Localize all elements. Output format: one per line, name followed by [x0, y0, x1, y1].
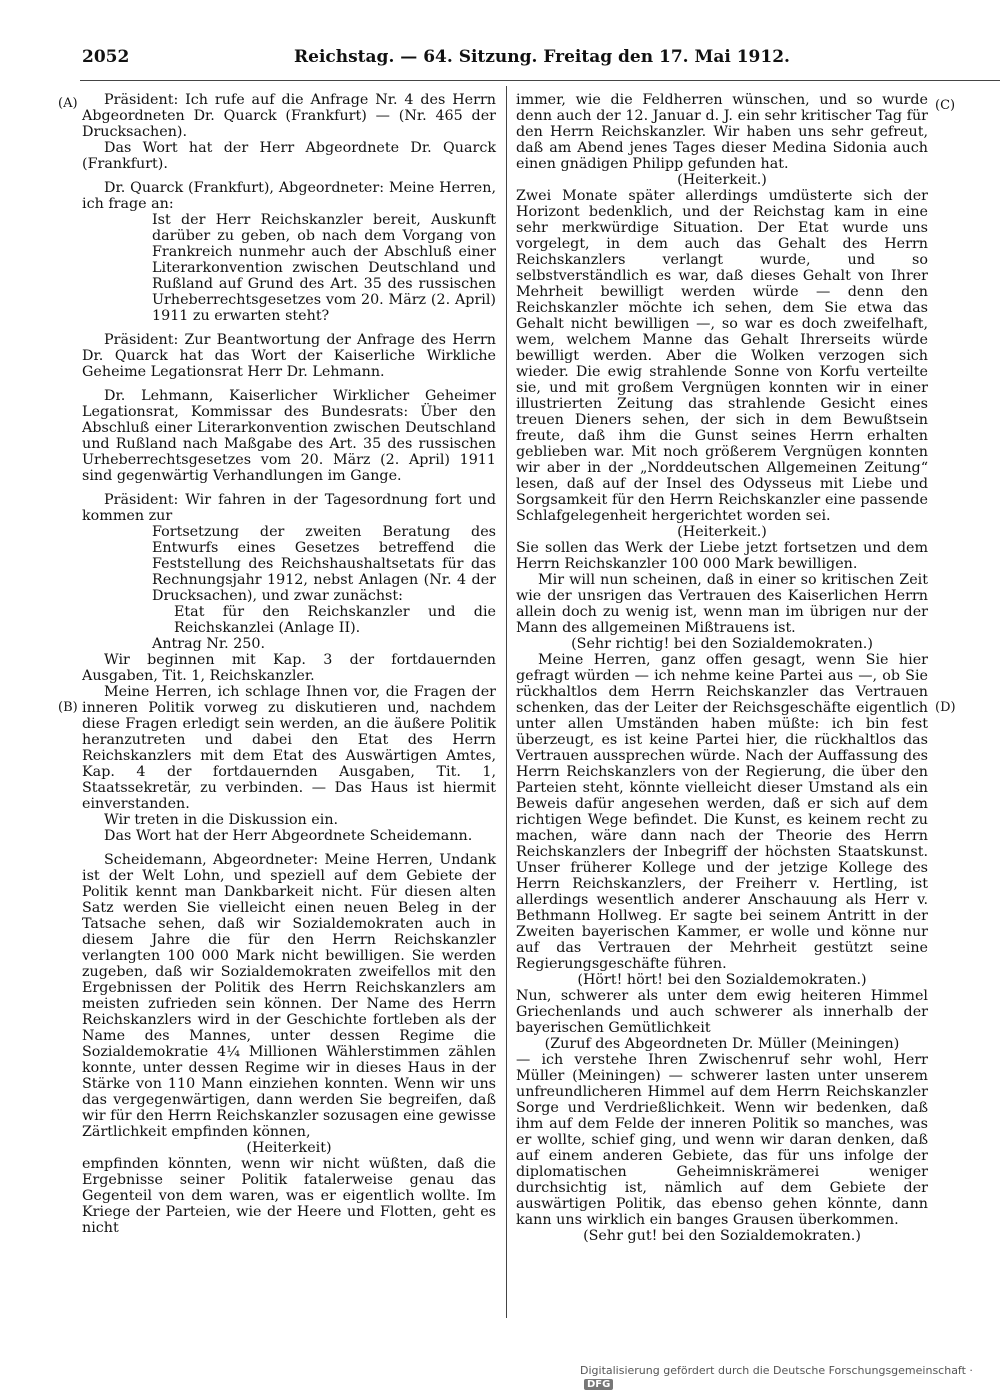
paragraph: Präsident: Ich rufe auf die Anfrage Nr. 4 des Herrn Abgeordneten Dr. Quarck (Frankfurt) — (Nr. 465 der Drucksachen).: [82, 92, 496, 140]
margin-marker-b: (B): [58, 700, 78, 715]
paragraph: Scheidemann, Abgeordneter: Meine Herren, Undank ist der Welt Lohn, und speziell auf dem Gebiete der Politik kennt man Dankbarkeit nicht. Für diesen alten Satz werden Sie vielleicht einen neuen Beleg in der Tatsache sehen, daß wir Sozialdemokraten auch in diesem Jahre die für den Herrn Reichskanzler verlangten 100 000 Mark nicht bewilligen. Sie werden zugeben, daß wir Sozialdemokraten zweifellos mit den Ergebnissen der Politik des Herrn Reichskanzlers am meisten zufrieden sein können. Der Name des Herrn Reichskanzlers wird in der Geschichte fortleben als der Name des Mannes, unter dessen Regime die Sozialdemokratie 4¼ Millionen Wählerstimmen zählen konnte, unter dessen Regime wir in dieses Haus in der Stärke von 110 Mann einziehen konnten. Wenn wir uns das vergegenwärtigen, dann werden Sie begreifen, daß wir für den Herrn Reichskanzler sozusagen eine gewisse Zärtlichkeit empfinden können,: [82, 852, 496, 1140]
interjection: (Hört! hört! bei den Sozialdemokraten.): [577, 972, 867, 988]
paragraph: Das Wort hat der Herr Abgeordnete Scheidemann.: [104, 828, 473, 844]
paragraph-gap: [82, 324, 496, 332]
margin-marker-c: (C): [935, 98, 956, 113]
paragraph: Sie sollen das Werk der Liebe jetzt fortsetzen und dem Herrn Reichskanzler 100 000 Mark bewilligen.: [516, 540, 928, 572]
margin-marker-d: (D): [935, 700, 956, 715]
paragraph: Fortsetzung der zweiten Beratung des Entwurfs eines Gesetzes betreffend die Feststellung des Reichshaushaltsetats für das Rechnungsjahr 1912, nebst Anlagen (Nr. 4 der Drucksachen), und zwar zunächst:: [152, 524, 496, 604]
page-number: 2052: [82, 47, 130, 67]
paragraph: Mir will nun scheinen, daß in einer so kritischen Zeit wie der unsrigen das Vertrauen des Kaiserlichen Herrn allein doch zu wenig ist, wenn man im übrigen nur der Mann des allgemeinen Mißtrauens ist.: [516, 572, 928, 636]
interjection: (Heiterkeit): [246, 1140, 332, 1156]
page-header: [82, 47, 1000, 69]
right-column: [516, 92, 928, 1244]
paragraph: Nun, schwerer als unter dem ewig heiteren Himmel Griechenlands und auch schwerer als innerhalb der bayerischen Gemütlichkeit: [516, 988, 928, 1036]
interjection: (Zuruf des Abgeordneten Dr. Müller (Meiningen): [544, 1036, 900, 1052]
paragraph: Dr. Quarck (Frankfurt), Abgeordneter: Meine Herren, ich frage an:: [82, 180, 496, 212]
footer: [580, 1364, 1000, 1390]
interjection: (Sehr gut! bei den Sozialdemokraten.): [583, 1228, 861, 1244]
left-column: [82, 92, 496, 1236]
header-rule: [80, 80, 1000, 81]
dfg-logo: DFG: [584, 1379, 613, 1390]
paragraph: Dr. Lehmann, Kaiserlicher Wirklicher Geheimer Legationsrat, Kommissar des Bundesrats: Über den Abschluß einer Literarkonvention zwischen Deutschland und Rußland nach Maßgabe des Art. 35 des russischen Urheberrechtsgesetzes vom 20. März (2. April) 1911 sind gegenwärtig Verhandlungen im Gange.: [82, 388, 496, 484]
paragraph: Wir beginnen mit Kap. 3 der fortdauernden Ausgaben, Tit. 1, Reichskanzler.: [82, 652, 496, 684]
interjection: (Sehr richtig! bei den Sozialdemokraten.): [571, 636, 873, 652]
margin-marker-a: (A): [58, 96, 78, 111]
paragraph: immer, wie die Feldherren wünschen, und so wurde denn auch der 12. Januar d. J. ein sehr kritischer Tag für den Herrn Reichskanzler. Wir haben uns sehr gefreut, daß am Abend jenes Tages dieser Medina Sidonia auch einen gnädigen Philipp gefunden hat.: [516, 92, 928, 172]
running-title: Reichstag. — 64. Sitzung. Freitag den 17. Mai 1912.: [294, 47, 790, 67]
paragraph-gap: [82, 380, 496, 388]
interjection: (Heiterkeit.): [677, 524, 767, 540]
paragraph: Ist der Herr Reichskanzler bereit, Auskunft darüber zu geben, ob nach dem Vorgang von Frankreich nunmehr auch der Abschluß einer Literarkonvention zwischen Deutschland und Rußland auf Grund des Art. 35 des russischen Urheberrechtsgesetzes vom 20. März (2. April) 1911 zu erwarten steht?: [152, 212, 496, 324]
column-divider: [506, 86, 507, 1318]
paragraph-gap: [82, 172, 496, 180]
paragraph: — ich verstehe Ihren Zwischenruf sehr wohl, Herr Müller (Meiningen) — schwerer lasten unter unserem unfreundlicheren Himmel auf dem Herrn Reichskanzler Sorge und Verdrießlichkeit. Wenn wir bedenken, daß ihm auf dem Felde der inneren Politik so manches, was er wollte, schief ging, und wenn wir daran denken, daß auf einem anderen Gebiete, das für uns infolge der diplomatischen Geheimniskrämerei weniger durchsichtig ist, nämlich auf dem Gebiete der auswärtigen Politik, das ebenso gehen könnte, dann kann uns wirklich ein banges Grausen überkommen.: [516, 1052, 928, 1228]
paragraph: Präsident: Zur Beantwortung der Anfrage des Herrn Dr. Quarck hat das Wort der Kaiserliche Wirkliche Geheime Legationsrat Herr Dr. Lehmann.: [82, 332, 496, 380]
paragraph: empfinden könnten, wenn wir nicht wüßten, daß die Ergebnisse seiner Politik fatalerweise genau das Gegenteil von dem waren, was er eigentlich wollte. Im Kriege der Parteien, wie der Heere und Flotten, geht es nicht: [82, 1156, 496, 1236]
paragraph: Meine Herren, ganz offen gesagt, wenn Sie hier gefragt würden — ich nehme keine Partei aus —, ob Sie rückhaltlos dem Herrn Reichskanzler das Vertrauen schenken, das der Leiter der Reichsgeschäfte eigentlich unter allen Umständen haben müßte: ich bin fest überzeugt, es ist keine Partei hier, die rückhaltlos das Vertrauen aussprechen würde. Nach der Auffassung des Herrn Reichskanzlers von der Regierung, die über den Parteien steht, könnte vielleicht dieser Umstand als ein Beweis dafür angesehen werden, daß er sich auf dem richtigen Wege befindet. Die Kunst, es keinem recht zu machen, wäre dann nach der Theorie des Herrn Reichskanzlers der Inbegriff der höchsten Staatskunst. Unser früherer Kollege und der jetzige Kollege des Herrn Reichskanzlers, der Freiherr v. Hertling, ist allerdings wesentlich anderer Anschauung als Herr v. Bethmann Hollweg. Er sagte bei seinem Antritt in der Zweiten bayerischen Kammer, er wolle und könne nur auf das Vertrauen der Mehrheit gestützt seine Regierungsgeschäfte führen.: [516, 652, 928, 972]
paragraph-gap: [82, 844, 496, 852]
paragraph: Präsident: Wir fahren in der Tagesordnung fort und kommen zur: [82, 492, 496, 524]
paragraph: Das Wort hat der Herr Abgeordnete Dr. Quarck (Frankfurt).: [82, 140, 496, 172]
paragraph-gap: [82, 484, 496, 492]
footer-credit: Digitalisierung gefördert durch die Deutsche Forschungsgemeinschaft ·: [580, 1364, 973, 1377]
paragraph: Wir treten in die Diskussion ein.: [104, 812, 339, 828]
interjection: (Heiterkeit.): [677, 172, 767, 188]
paragraph: Meine Herren, ich schlage Ihnen vor, die Fragen der inneren Politik vorweg zu diskutieren und, nachdem diese Fragen erledigt sein werden, an die äußere Politik heranzutreten und dabei den Etat des Herrn Reichskanzlers mit dem Etat des Auswärtigen Amtes, Kap. 4 der fortdauernden Ausgaben, Tit. 1, Staatssekretär, zu verbinden. — Das Haus ist hiermit einverstanden.: [82, 684, 496, 812]
paragraph: Etat für den Reichskanzler und die Reichskanzlei (Anlage II).: [174, 604, 496, 636]
paragraph: Zwei Monate später allerdings umdüsterte sich der Horizont bedenklich, und der Reichstag kam in eine sehr merkwürdige Situation. Der Etat wurde uns vorgelegt, in dem auch das Gehalt des Herrn Reichskanzlers verlangt wurde, und so selbstverständlich es war, daß dieses Gehalt von Ihrer Mehrheit bewilligt werden würde — denn den Reichskanzler möchte ich sehen, dem Sie etwa das Gehalt nicht bewilligen —, so war es doch zweifelhaft, wem, welchem Manne das Gehalt Ihrerseits würde bewilligt werden. Aber die Wolken verzogen sich wieder. Die ewig strahlende Sonne von Korfu verteilte sie, und mit großem Vergnügen konnten wir in einer illustrierten Zeitung das strahlende Gesicht eines treuen Dieners sehen, der sich in dem Bewußtsein freute, daß ihm die Gunst seines Herrn erhalten geblieben war. Mit noch größerem Vergnügen konnten wir aber in der „Norddeutschen Allgemeinen Zeitung“ lesen, daß auf der Insel des Odysseus mit Liebe und Sorgsamkeit für den Herrn Reichskanzler eine passende Schlafgelegenheit hergerichtet worden sei.: [516, 188, 928, 524]
paragraph: Antrag Nr. 250.: [152, 636, 266, 652]
